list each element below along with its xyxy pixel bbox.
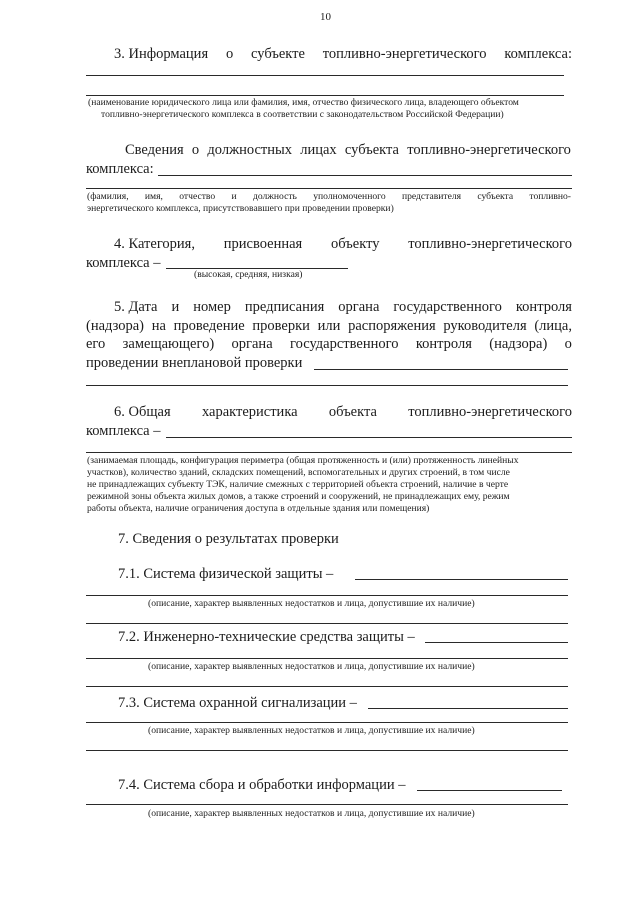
section-3-heading: 3. Информация о субъекте топливно-энергетического комплекса: xyxy=(114,46,572,62)
section-5-label: проведении внеплановой проверки xyxy=(86,355,303,371)
fill-line xyxy=(86,686,568,687)
section-6-caption: (занимаемая площадь, конфигурация периметра (общая протяженность и (или) протяженность линейных xyxy=(87,455,519,466)
section-6-heading: 6. Общая характеристика объекта топливно-энергетического xyxy=(114,404,572,420)
section-5-line: 5. Дата и номер предписания органа государственного контроля xyxy=(114,299,572,315)
section-5-line: его замещающего) органа государственного контроля (надзора) о xyxy=(86,336,572,352)
section-3-caption: топливно-энергетического комплекса в соответствии с законодательством Российской Федерации) xyxy=(101,109,504,120)
fill-line xyxy=(86,95,564,96)
section-5-line: (надзора) на проведение проверки или распоряжения руководителя (лица, xyxy=(86,318,572,334)
fill-line xyxy=(355,579,568,580)
fill-line xyxy=(425,642,568,643)
fill-line xyxy=(86,722,568,723)
fill-line xyxy=(417,790,562,791)
section-7-1-label: 7.1. Система физической защиты – xyxy=(118,566,334,582)
section-4-label: комплекса – xyxy=(86,255,161,271)
fill-line xyxy=(86,188,572,189)
fill-line xyxy=(314,369,568,370)
section-7-heading: 7. Сведения о результатах проверки xyxy=(118,531,339,547)
officials-caption: энергетического комплекса, присутствовавшего при проведении проверки) xyxy=(87,203,394,214)
section-4-heading: 4. Категория, присвоенная объекту топливно-энергетического xyxy=(114,236,572,252)
fill-line xyxy=(158,175,572,176)
section-4-caption: (высокая, средняя, низкая) xyxy=(194,269,303,280)
section-7-2-label: 7.2. Инженерно-технические средства защиты – xyxy=(118,629,415,645)
fill-line xyxy=(86,750,568,751)
section-6-caption: работы объекта, наличие ограничения доступа в отдельные здания или помещения) xyxy=(87,503,430,514)
officials-label: комплекса: xyxy=(86,161,154,177)
fill-line xyxy=(86,385,568,386)
section-7-1-caption: (описание, характер выявленных недостатков и лица, допустившие их наличие) xyxy=(148,598,475,609)
section-7-3-label: 7.3. Система охранной сигнализации – xyxy=(118,695,357,711)
section-7-3-caption: (описание, характер выявленных недостатков и лица, допустившие их наличие) xyxy=(148,725,475,736)
fill-line xyxy=(368,708,568,709)
fill-line xyxy=(86,623,568,624)
section-7-4-label: 7.4. Система сбора и обработки информации – xyxy=(118,777,406,793)
officials-heading: Сведения о должностных лицах субъекта топливно-энергетического xyxy=(125,142,571,158)
fill-line xyxy=(86,804,568,805)
officials-caption: (фамилия, имя, отчество и должность уполномоченного представителя субъекта топливно- xyxy=(87,191,571,202)
fill-line xyxy=(86,452,572,453)
section-6-caption: не принадлежащих субъекту ТЭК, наличие смежных с территорией объекта строений, наличие в черте xyxy=(87,479,509,490)
section-6-caption: режимной зоны объекта жилых домов, а также строений и сооружений, не принадлежащих ему, режим xyxy=(87,491,510,502)
fill-line xyxy=(166,437,572,438)
section-3-caption: (наименование юридического лица или фамилия, имя, отчество физического лица, владеющего объектом xyxy=(88,97,519,108)
fill-line xyxy=(86,75,564,76)
section-7-2-caption: (описание, характер выявленных недостатков и лица, допустившие их наличие) xyxy=(148,661,475,672)
section-6-caption: участков), количество зданий, складских помещений, вспомогательных и других строений, в том числе xyxy=(87,467,510,478)
section-7-4-caption: (описание, характер выявленных недостатков и лица, допустившие их наличие) xyxy=(148,808,475,819)
fill-line xyxy=(86,595,568,596)
fill-line xyxy=(86,658,568,659)
section-6-label: комплекса – xyxy=(86,423,161,439)
page-number: 10 xyxy=(320,11,331,23)
